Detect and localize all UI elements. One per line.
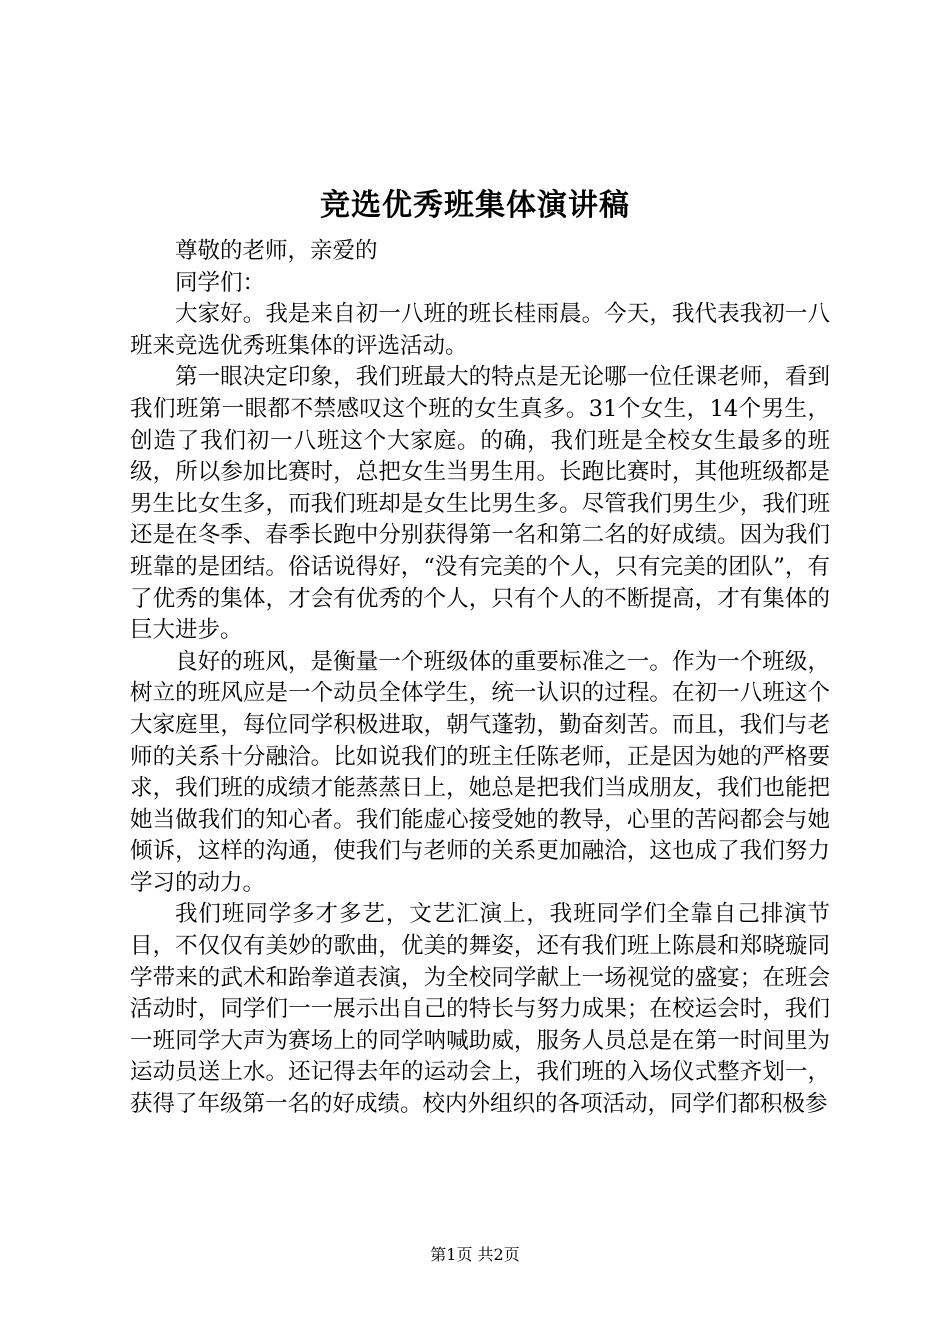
document-title: 竞选优秀班集体演讲稿 xyxy=(320,188,630,223)
paragraph-first-impression: 第一眼决定印象，我们班最大的特点是无论哪一位任课老师，看到我们班第一眼都不禁感叹这个班的女生真多。31个女生，14个男生，创造了我们初一八班这个大家庭。的确，我们班是全校女生最多的班级，所以参加比赛时，总把女生当男生用。长跑比赛时，其他班级都是男生比女生多，而我们班却是女生比男生多。尽管我们男生少，我们班还是在冬季、春季长跑中分别获得第一名和第二名的好成绩。因为我们班靠的是团结。俗话说得好，“没有完美的个人，只有完美的团队”，有了优秀的集体，才会有优秀的个人，只有个人的不断提高，才有集体的巨大进步。 xyxy=(130,364,830,644)
paragraph-salutation: 尊敬的老师，亲爱的 xyxy=(175,238,378,264)
paragraph-talents: 我们班同学多才多艺，文艺汇演上，我班同学们全靠自己排演节目，不仅仅有美妙的歌曲，优美的舞姿，还有我们班上陈晨和郑晓璇同学带来的武术和跆拳道表演，为全校同学献上一场视觉的盛宴；在班会活动时，同学们一一展示出自己的特长与努力成果；在校运会时，我们一班同学大声为赛场上的同学呐喊助威，服务人员总是在第一时间里为运动员送上水。还记得去年的运动会上，我们班的入场仪式整齐划一，获得了年级第一名的好成绩。校内外组织的各项活动，同学们都积极参 xyxy=(130,901,830,1118)
paragraph-intro: 大家好。我是来自初一八班的班长桂雨晨。今天，我代表我初一八班来竞选优秀班集体的评选活动。 xyxy=(130,301,830,359)
paragraph-class-spirit: 良好的班风，是衡量一个班级体的重要标准之一。作为一个班级，树立的班风应是一个动员全体学生，统一认识的过程。在初一八班这个大家庭里，每位同学积极进取，朝气蓬勃，勤奋刻苦。而且，我们与老师的关系十分融洽。比如说我们的班主任陈老师，正是因为她的严格要求，我们班的成绩才能蒸蒸日上，她总是把我们当成朋友，我们也能把她当做我们的知心者。我们能虚心接受她的教导，心里的苦闷都会与她倾诉，这样的沟通，使我们与老师的关系更加融洽，这也成了我们努力学习的动力。 xyxy=(130,648,830,896)
page-number-footer: 第1页 共2页 xyxy=(430,1245,520,1264)
document-body xyxy=(130,236,830,1121)
paragraph-salutation-continued: 同学们： xyxy=(175,269,266,296)
